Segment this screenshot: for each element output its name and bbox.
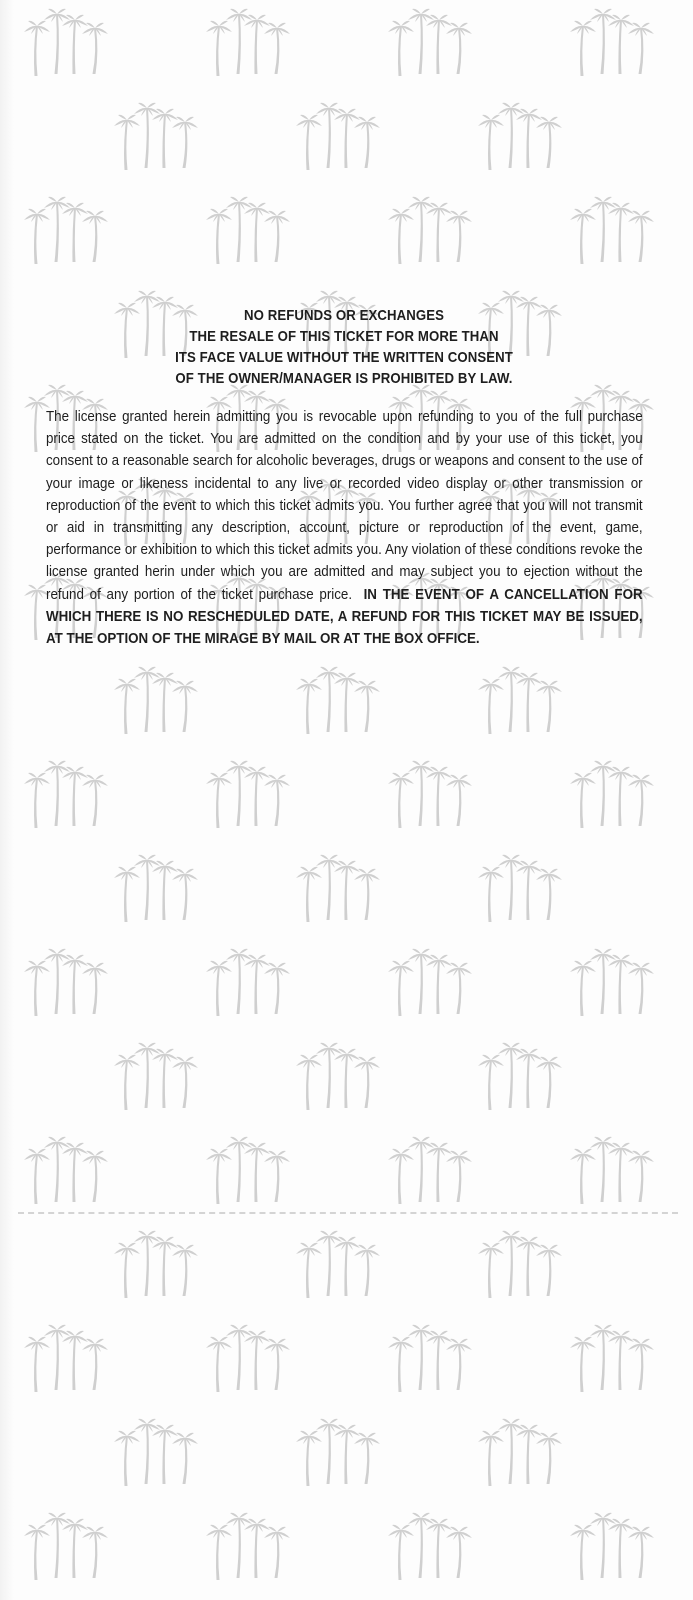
palm-tree-cluster-icon <box>568 944 658 1016</box>
terms-paragraph <box>46 406 643 650</box>
palm-tree-cluster-icon <box>294 1226 384 1298</box>
palm-tree-cluster-icon <box>568 1132 658 1204</box>
palm-tree-cluster-icon <box>294 850 384 922</box>
heading-line: THE RESALE OF THIS TICKET FOR MORE THAN <box>189 328 499 345</box>
terms-heading <box>82 305 606 389</box>
palm-tree-cluster-icon <box>22 944 112 1016</box>
palm-tree-cluster-icon <box>386 1320 476 1392</box>
terms-body: The license granted herein admitting you is revocable upon refunding to you of the full purchase price stated on the ticket. You are admitted on the condition and by your use of this ticket, you consent to a reasonable search for alcoholic beverages, drugs or weapons and consent to the use of your image or likeness incidental to any live or recorded video display or other transmission or reproduction of the event to which this ticket admits you. You further agree that you will not transmit or aid in transmitting any description, account, picture or reproduction of the event, game, performance or exhibition to which this ticket admits you. Any violation of these conditions revoke the license granted herin under which you are admitted and may subject you to ejection without the refund of any portion of the ticket purchase price. <box>46 408 643 603</box>
palm-tree-cluster-icon <box>476 1226 566 1298</box>
palm-tree-cluster-icon <box>22 1508 112 1580</box>
ticket-terms <box>46 305 642 650</box>
palm-tree-cluster-icon <box>476 98 566 170</box>
palm-tree-cluster-icon <box>294 98 384 170</box>
palm-tree-cluster-icon <box>476 662 566 734</box>
heading-line: NO REFUNDS OR EXCHANGES <box>243 307 445 324</box>
palm-tree-cluster-icon <box>386 1508 476 1580</box>
palm-tree-cluster-icon <box>112 1414 202 1486</box>
palm-tree-cluster-icon <box>476 1038 566 1110</box>
palm-tree-cluster-icon <box>568 756 658 828</box>
palm-tree-cluster-icon <box>386 944 476 1016</box>
palm-tree-cluster-icon <box>112 1038 202 1110</box>
heading-line: OF THE OWNER/MANAGER IS PROHIBITED BY LAW. <box>175 370 513 387</box>
palm-tree-cluster-icon <box>294 1038 384 1110</box>
perforation-line <box>18 1212 678 1214</box>
palm-tree-cluster-icon <box>112 1226 202 1298</box>
palm-tree-cluster-icon <box>568 1508 658 1580</box>
cancellation-notice: IN THE EVENT OF A CANCELLATION FOR WHICH THERE IS NO RESCHEDULED DATE, A REFUND FOR THIS TICKET MAY BE ISSUED, AT THE OPTION OF THE MIRAGE BY MAIL OR AT THE BOX OFFICE. <box>46 585 643 648</box>
palm-tree-cluster-icon <box>568 4 658 76</box>
palm-tree-cluster-icon <box>204 1132 294 1204</box>
palm-tree-cluster-icon <box>204 756 294 828</box>
palm-tree-cluster-icon <box>386 756 476 828</box>
palm-tree-cluster-icon <box>204 944 294 1016</box>
palm-tree-cluster-icon <box>112 662 202 734</box>
palm-tree-cluster-icon <box>568 1320 658 1392</box>
palm-tree-cluster-icon <box>476 850 566 922</box>
palm-tree-cluster-icon <box>386 1132 476 1204</box>
palm-tree-cluster-icon <box>386 192 476 264</box>
palm-tree-cluster-icon <box>22 1132 112 1204</box>
palm-tree-cluster-icon <box>204 4 294 76</box>
palm-tree-cluster-icon <box>204 1320 294 1392</box>
palm-tree-cluster-icon <box>112 98 202 170</box>
palm-tree-cluster-icon <box>476 1414 566 1486</box>
palm-tree-cluster-icon <box>294 1414 384 1486</box>
palm-tree-cluster-icon <box>294 662 384 734</box>
palm-tree-cluster-icon <box>204 1508 294 1580</box>
palm-tree-cluster-icon <box>22 756 112 828</box>
heading-line: ITS FACE VALUE WITHOUT THE WRITTEN CONSENT <box>175 349 513 366</box>
palm-tree-cluster-icon <box>22 1320 112 1392</box>
palm-tree-cluster-icon <box>22 4 112 76</box>
palm-tree-cluster-icon <box>22 192 112 264</box>
palm-tree-cluster-icon <box>112 850 202 922</box>
palm-tree-cluster-icon <box>568 192 658 264</box>
palm-tree-cluster-icon <box>204 192 294 264</box>
palm-tree-cluster-icon <box>386 4 476 76</box>
